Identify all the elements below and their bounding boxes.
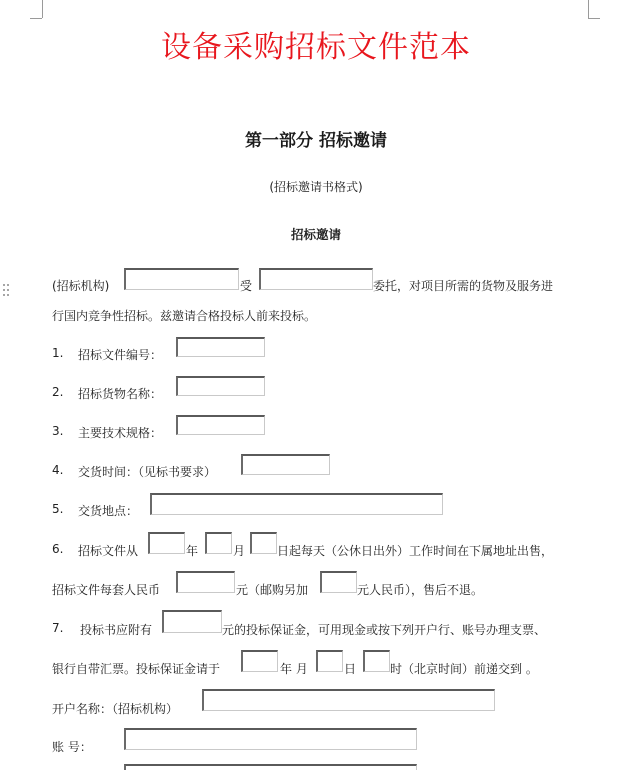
account-name-field[interactable] bbox=[202, 689, 495, 711]
item-6-text-d: 日起每天（公休日出外）工作时间在下属地址出售， bbox=[277, 544, 554, 558]
item-5-label: 交货地点： bbox=[78, 504, 139, 518]
item-6-number: 6. bbox=[52, 542, 64, 556]
agency-field[interactable] bbox=[124, 268, 239, 290]
item-7b-text-b: 年 月 bbox=[280, 662, 308, 676]
doc-price-field[interactable] bbox=[176, 571, 235, 593]
crop-mark-right-h bbox=[588, 18, 600, 19]
intro-entrust: 委托，对项目所需的货物及服务进 bbox=[373, 279, 554, 293]
intro-line2: 行国内竞争性招标。兹邀请合格投标人前来投标。 bbox=[52, 309, 317, 323]
postage-field[interactable] bbox=[320, 571, 357, 593]
item-1-label: 招标文件编号： bbox=[78, 348, 163, 362]
item-6-text-b: 年 bbox=[186, 544, 199, 558]
account-name-label: 开户名称：（招标机构） bbox=[52, 702, 179, 716]
item-6b-text-c: 元人民币），售后不退。 bbox=[357, 583, 484, 597]
item-3-number: 3. bbox=[52, 424, 64, 438]
item-2-number: 2. bbox=[52, 385, 64, 399]
item-4-number: 4. bbox=[52, 463, 64, 477]
document-title: 设备采购招标文件范本 bbox=[161, 30, 471, 65]
sale-day-field[interactable] bbox=[250, 532, 277, 554]
section-heading: 招标邀请 bbox=[290, 227, 341, 242]
part-title: 第一部分 招标邀请 bbox=[245, 131, 387, 151]
delivery-location-field[interactable] bbox=[150, 493, 443, 515]
next-field-partial[interactable] bbox=[124, 764, 417, 770]
crop-mark-right bbox=[588, 0, 589, 18]
client-field[interactable] bbox=[259, 268, 373, 290]
crop-mark-left bbox=[42, 0, 43, 18]
sale-month-field[interactable] bbox=[205, 532, 232, 554]
item-5-number: 5. bbox=[52, 502, 64, 516]
deposit-year-field[interactable] bbox=[241, 650, 278, 672]
intro-agency: (招标机构) bbox=[52, 279, 110, 293]
item-4-label: 交货时间：（见标书要求） bbox=[78, 465, 217, 479]
item-6b-text-a: 招标文件每套人民币 bbox=[52, 583, 161, 597]
item-7b-text-c: 日 bbox=[344, 662, 357, 676]
deposit-day-field[interactable] bbox=[316, 650, 343, 672]
item-7-text-a: 投标书应附有 bbox=[80, 623, 153, 637]
sale-year-field[interactable] bbox=[148, 532, 185, 554]
deposit-hour-field[interactable] bbox=[363, 650, 390, 672]
subtitle: (招标邀请书格式) bbox=[269, 180, 363, 194]
item-7b-text-a: 银行自带汇票。投标保证金请于 bbox=[52, 662, 221, 676]
item-6-text-c: 月 bbox=[233, 544, 246, 558]
item-1-number: 1. bbox=[52, 346, 64, 360]
item-6-text-a: 招标文件从 bbox=[78, 544, 139, 558]
tech-spec-field[interactable] bbox=[176, 415, 265, 435]
item-7-number: 7. bbox=[52, 621, 64, 635]
item-7-text-b: 元的投标保证金，可用现金或按下列开户行、账号办理支票、 bbox=[222, 623, 547, 637]
bid-doc-number-field[interactable] bbox=[176, 337, 265, 357]
account-number-field[interactable] bbox=[124, 728, 417, 750]
item-7b-text-d: 时（北京时间）前递交到 。 bbox=[390, 662, 538, 676]
item-3-label: 主要技术规格： bbox=[78, 426, 163, 440]
intro-shou: 受 bbox=[240, 279, 253, 293]
goods-name-field[interactable] bbox=[176, 376, 265, 396]
delivery-time-field[interactable] bbox=[241, 454, 330, 475]
deposit-amount-field[interactable] bbox=[162, 610, 222, 633]
item-2-label: 招标货物名称： bbox=[78, 387, 163, 401]
crop-mark-left-h bbox=[30, 18, 42, 19]
paragraph-drag-handle-icon[interactable] bbox=[3, 284, 11, 298]
item-6b-text-b: 元（邮购另加 bbox=[236, 583, 309, 597]
account-number-label: 账 号： bbox=[52, 740, 92, 754]
